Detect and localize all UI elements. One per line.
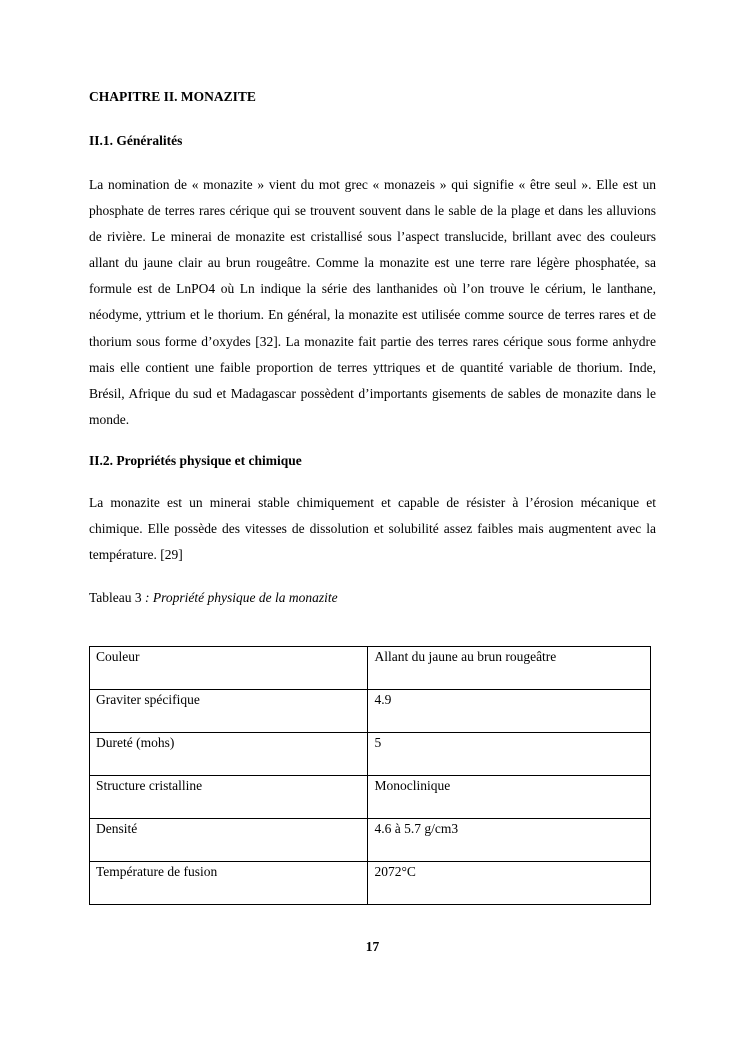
chapter-title: CHAPITRE II. MONAZITE <box>89 89 256 104</box>
section-title-proprietes: II.2. Propriétés physique et chimique <box>89 453 302 468</box>
table-cell-value: 4.6 à 5.7 g/cm3 <box>368 819 651 862</box>
table-row <box>90 776 651 819</box>
table-row <box>90 733 651 776</box>
table-row <box>90 647 651 690</box>
table-caption-label: Tableau 3 <box>89 590 146 605</box>
table-cell-property: Dureté (mohs) <box>90 733 368 776</box>
table-cell-property: Structure cristalline <box>90 776 368 819</box>
table-row <box>90 819 651 862</box>
table-cell-value: 4.9 <box>368 690 651 733</box>
table-row <box>90 690 651 733</box>
table-cell-property: Couleur <box>90 647 368 690</box>
table-row <box>90 862 651 905</box>
table-cell-value: Monoclinique <box>368 776 651 819</box>
section-title-generalites: II.1. Généralités <box>89 133 183 148</box>
table-cell-value: 5 <box>368 733 651 776</box>
properties-table <box>89 646 651 905</box>
table-cell-property: Densité <box>90 819 368 862</box>
table-cell-value: 2072°C <box>368 862 651 905</box>
table-cell-value: Allant du jaune au brun rougeâtre <box>368 647 651 690</box>
paragraph-proprietes: La monazite est un minerai stable chimiquement et capable de résister à l’érosion mécanique et chimique. Elle possède des vitesses de dissolution et solubilité assez faibles mais augmentent avec la température. [29] <box>89 495 656 563</box>
page-number: 17 <box>365 939 380 954</box>
paragraph-generalites: La nomination de « monazite » vient du mot grec « monazeis » qui signifie « être seul ». Elle est un phosphate de terres rares cérique qui se trouvent souvent dans le sable de la plage et dans les alluvions de rivière. Le minerai de monazite est cristallisé sous l’aspect translucide, brillant avec des couleurs allant du jaune clair au brun rougeâtre. Comme la monazite est une terre rare légère phosphatée, sa formule est de LnPO4 où Ln indique la série des lanthanides où l’on trouve le cérium, le lanthane, néodyme, yttrium et le thorium. En général, la monazite est utilisée comme source de terres rares et de thorium sous forme d’oxydes [32]. La monazite fait partie des terres rares cérique sous forme anhydre mais elle contient une faible proportion de terres yttriques et de quantité variable de thorium. Inde, Brésil, Afrique du sud et Madagascar possèdent d’importants gisements de sables de monazite dans le monde. <box>89 177 656 427</box>
table-caption-title: : Propriété physique de la monazite <box>145 590 338 605</box>
table-cell-property: Température de fusion <box>90 862 368 905</box>
table-caption <box>89 590 338 606</box>
table-cell-property: Graviter spécifique <box>90 690 368 733</box>
